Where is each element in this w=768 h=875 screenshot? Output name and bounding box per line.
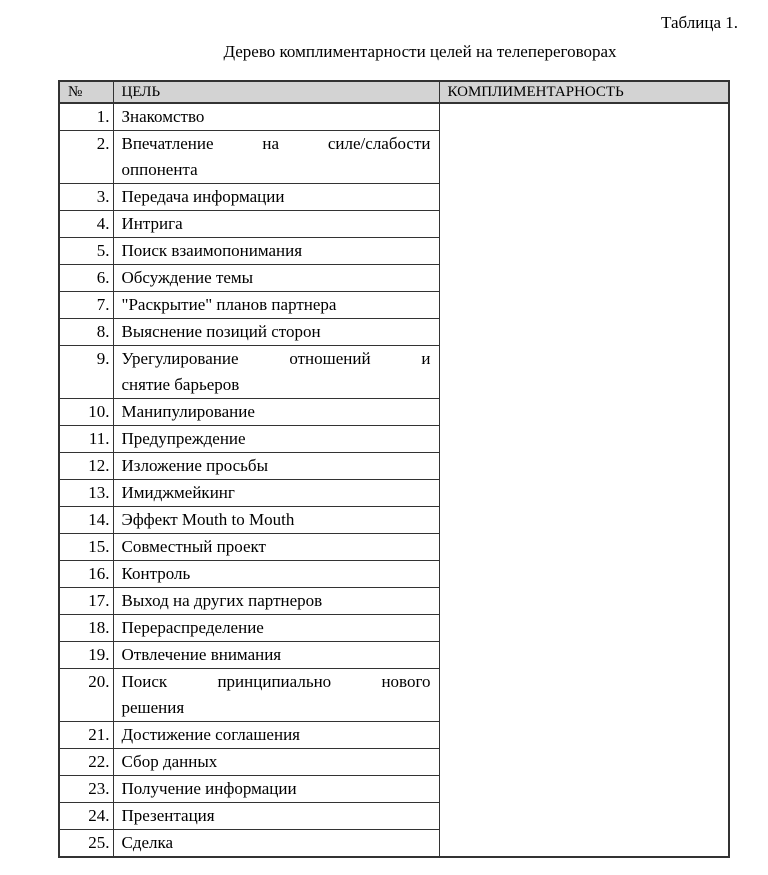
row-number: 14. (59, 507, 113, 534)
complementarity-cell (439, 103, 729, 857)
row-number: 10. (59, 399, 113, 426)
goal-text: Выход на других партнеров (113, 588, 439, 615)
goal-text: Выяснение позиций сторон (113, 319, 439, 346)
goal-text: Получение информации (113, 776, 439, 803)
table-row (59, 103, 729, 131)
goal-text: Поиск взаимопонимания (113, 238, 439, 265)
goal-text: Знакомство (113, 103, 439, 131)
goal-text: Интрига (113, 211, 439, 238)
row-number: 4. (59, 211, 113, 238)
goal-text: Перераспределение (113, 615, 439, 642)
goals-table (58, 80, 730, 858)
goal-text: Сбор данных (113, 749, 439, 776)
row-number: 6. (59, 265, 113, 292)
table-caption: Таблица 1. (661, 13, 738, 32)
goal-text: "Раскрытие" планов партнера (113, 292, 439, 319)
row-number: 9. (59, 346, 113, 399)
row-number: 3. (59, 184, 113, 211)
goal-text: Сделка (113, 830, 439, 858)
goal-text: Впечатление на силе/слабости оппонента (113, 131, 439, 184)
row-number: 21. (59, 722, 113, 749)
row-number: 23. (59, 776, 113, 803)
row-number: 15. (59, 534, 113, 561)
header-goal: ЦЕЛЬ (113, 81, 439, 103)
row-number: 13. (59, 480, 113, 507)
goal-text: Контроль (113, 561, 439, 588)
page-title: Дерево комплиментарности целей на телепереговорах (223, 42, 617, 61)
row-number: 16. (59, 561, 113, 588)
goal-text: Обсуждение темы (113, 265, 439, 292)
goal-text: Презентация (113, 803, 439, 830)
row-number: 22. (59, 749, 113, 776)
goal-text: Предупреждение (113, 426, 439, 453)
row-number: 25. (59, 830, 113, 858)
row-number: 20. (59, 669, 113, 722)
row-number: 7. (59, 292, 113, 319)
goal-text: Эффект Mouth to Mouth (113, 507, 439, 534)
row-number: 5. (59, 238, 113, 265)
goal-text: Манипулирование (113, 399, 439, 426)
goal-text: Поиск принципиально нового решения (113, 669, 439, 722)
goal-text: Совместный проект (113, 534, 439, 561)
goals-table-body (59, 103, 729, 857)
row-number: 1. (59, 103, 113, 131)
header-number: № (59, 81, 113, 103)
header-complementarity: КОМПЛИМЕНТАРНОСТЬ (439, 81, 729, 103)
goal-text: Имиджмейкинг (113, 480, 439, 507)
row-number: 18. (59, 615, 113, 642)
goal-text: Изложение просьбы (113, 453, 439, 480)
row-number: 17. (59, 588, 113, 615)
row-number: 11. (59, 426, 113, 453)
row-number: 12. (59, 453, 113, 480)
goal-text: Передача информации (113, 184, 439, 211)
row-number: 19. (59, 642, 113, 669)
goal-text: Достижение соглашения (113, 722, 439, 749)
row-number: 24. (59, 803, 113, 830)
row-number: 8. (59, 319, 113, 346)
row-number: 2. (59, 131, 113, 184)
header-row (59, 81, 729, 103)
goal-text: Урегулирование отношений и снятие барьеров (113, 346, 439, 399)
goal-text: Отвлечение внимания (113, 642, 439, 669)
